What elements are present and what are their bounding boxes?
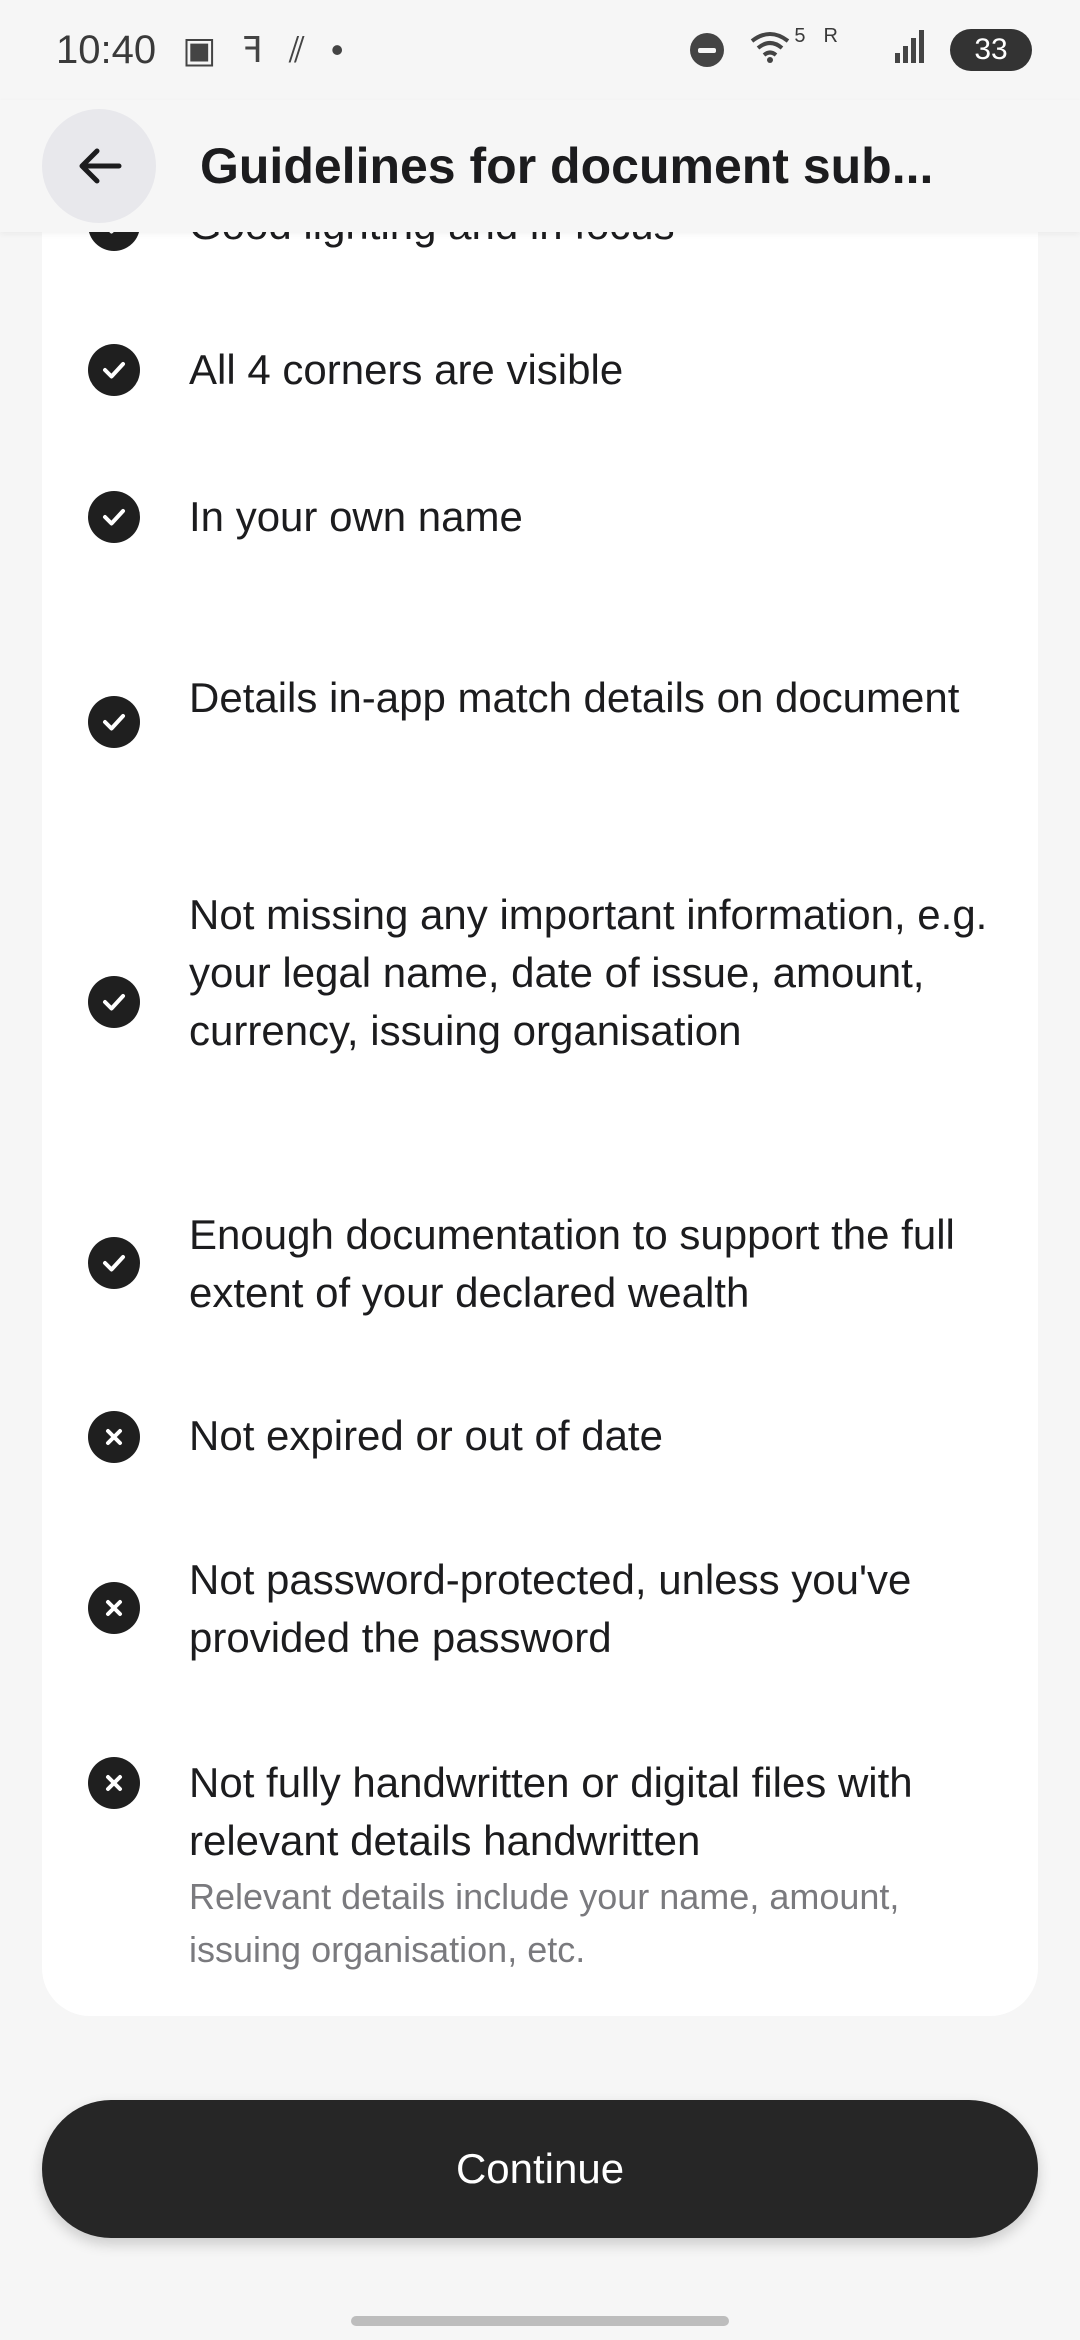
list-item [42,325,1038,415]
list-item-text-wrap [189,488,989,546]
wifi-label: 5 [794,24,806,47]
list-item [42,1551,1038,1667]
list-item-text: All 4 corners are visible [189,346,624,393]
status-right [690,24,1032,72]
list-item-text: Not missing any important information, e.g. your legal name, date of issue, amount, currency, issuing organisation [189,891,988,1054]
wifi-icon [750,29,790,72]
list-item-text: Details in-app match details on document [189,674,960,721]
check-circle-icon [88,344,140,396]
screenshot-icon: ▣ [182,29,217,70]
list-item-text: Not fully handwritten or digital files with relevant details handwritten [189,1759,913,1864]
list-item-text-wrap [189,1551,989,1667]
battery-indicator: 33 [950,29,1032,71]
x-circle-icon [88,1582,140,1634]
list-item-text-wrap [189,341,989,399]
list-item [42,1754,1038,1984]
list-item-text-wrap [189,886,989,1060]
x-circle-icon [88,1411,140,1463]
guidelines-card [42,180,1038,2016]
list-item [42,1206,1038,1322]
list-item-text: Enough documentation to support the full extent of your declared wealth [189,1211,955,1316]
check-circle-icon [88,696,140,748]
cellular-signal-icon [894,29,924,72]
check-circle-icon [88,976,140,1028]
list-item [42,472,1038,562]
list-item-text: Not expired or out of date [189,1412,663,1459]
do-not-disturb-icon [690,33,724,67]
page-title: Guidelines for document sub... [200,138,934,194]
signal-label: R [823,24,838,47]
continue-button[interactable]: Continue [42,2100,1038,2238]
app-bar [0,100,1080,232]
home-indicator[interactable] [351,2316,729,2326]
check-circle-icon [88,1237,140,1289]
x-circle-icon [88,1757,140,1809]
status-bar [0,0,1080,100]
list-item [42,1405,1038,1485]
list-item [42,669,1038,785]
status-time: 10:40 [56,27,157,72]
list-item-text-wrap [189,1754,989,1976]
list-item-text: In your own name [189,493,523,540]
list-item-text-wrap [189,1407,989,1465]
check-circle-icon [88,491,140,543]
list-item-text-wrap [189,1206,989,1322]
status-left [56,28,344,73]
dot-icon: • [330,29,344,70]
list-item-text: Not password-protected, unless you've provided the password [189,1556,912,1661]
signal-scan-icon: ⫽ [288,28,305,70]
list-item-subtext: Relevant details include your name, amount, issuing organisation, etc. [189,1876,900,1970]
list-item [42,886,1038,1118]
app-notification-icon: ꟻ [242,29,263,70]
arrow-left-icon [75,142,123,190]
list-item-text-wrap [189,669,989,727]
back-button[interactable] [42,109,156,223]
